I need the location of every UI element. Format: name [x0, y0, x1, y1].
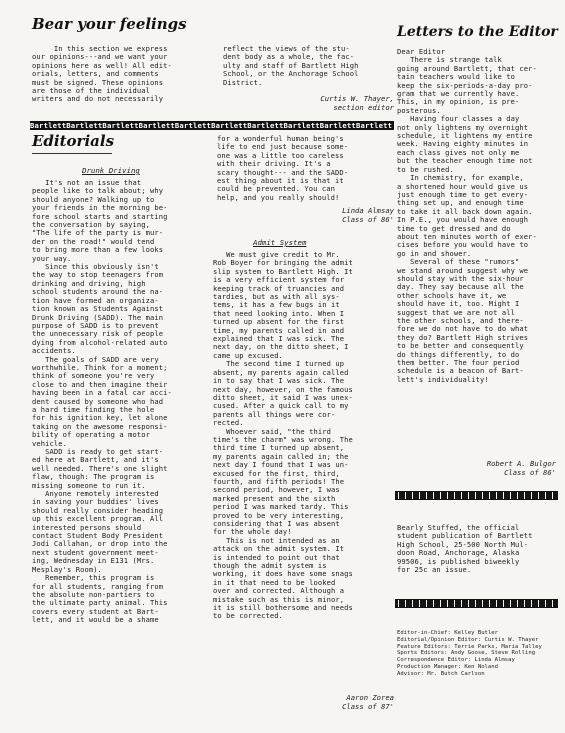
admit-system-heading: Admit System — [253, 238, 307, 247]
drunk-driving-signature: Linda Almsay Class of 86' — [342, 206, 394, 224]
decorative-rule-top — [395, 491, 558, 500]
bartlett-strip: BartlettBartlettBartlettBartlettBartlettBartlettBartlettBartlettBartlettBartlett — [30, 121, 393, 130]
drunk-driving-continued: for a wonderful human being's life to end just because some- one was a little too careless with their driving. It's a scary thought--- and the SADD- est thing about it is that it could be prevented. You can help, and you really should! — [217, 134, 349, 202]
editorials-heading: Editorials — [32, 132, 115, 150]
editorials-underline — [32, 153, 112, 154]
feelings-intro-left: In this section we express our opinions---and we want your opinions here as well! All edit- orials, letters, and comments must be signed. These opinions are those of the individual writers and do not necessarily — [32, 44, 172, 104]
bear-your-feelings-heading: Bear your feelings — [32, 15, 187, 33]
staff-masthead: Editor-in-Chief: Kelley Butler Editorial/Opinion Editor: Curtis W. Thayer Feature Editors: Terrie Parks, Maria Talley Sports Editors: Andy Goose, Steve Rolling Correspondence Editor: Linda Almsay Production Manager: Ken Noland Advisor: Mr. Butch Carlson — [397, 630, 542, 677]
drunk-driving-body: It's not an issue that people like to talk about; why should anyone? Walking up to your friends in the morning be- fore school starts and starting the conversation by saying, "The life of the party is mur- der on the road!" would tend to bring more than a few looks your way. Since this obviously isn't the way to stop teenagers from drinking and driving, high school students around the na- tion have formed an organiza- tion known as Students Against Drunk Driving (SADD). The main purpose of SADD is to prevent the unnecessary risk of people dying from alcohol-related auto accidents. The goals of SADD are very worthwhile. Think for a moment; think of someone you're very close to and then imagine their having been in a fatal car acci- dent caused by someone who had a hard time finding the hole for his ignition key, let alone taking on the awesome responsi- bility of operating a motor vehicle. SADD is ready to get start- ed here at Bartlett, and it's well needed. There's one slight flaw, though: The program is missing someone to run it. Anyone remotely interested in saving your buddies' lives should really consider heading up this excellent program. All interested persons should contact Student Body President Jodi Callahan, or drop into the next student government meet- ing, Wednesday in E131 (Mrs. Mesplay's Room). Remember, this program is for all students, ranging from the absolute non-partiers to the ultimate party animal. This covers every student at Bart- lett, and it would be a shame — [32, 178, 172, 625]
admit-system-body: We must give credit to Mr. Rob Boyer for bringing the admit slip system to Bartlett High. It is a very efficient system for keeping track of truancies and tardies, but as with all sys- tems, it has a few bugs in it that need looking into. When I turned up absent for the first time, my parents called in and explained that I was sick. The next day, on the ditto sheet, I came up excused. The second time I turned up absent, my parents again called in to say that I was sick. The next day, however, on the famous ditto sheet, it said I was unex- cused. After a quick call to my parents all things were cor- rected. Whoever said, "the third time's the charm" was wrong. The third time I turned up absent, my parents again called in; the next day I found that I was un- excused for the first, third, fourth, and fifth periods! The second period, however, I was marked present and the sixth period I was marked tardy. This proved to be very interesting, considering that I was absent for the whole day! This is not intended as an attack on the admit system. It is intended to point out that though the admit system is working, it does have some snags in it that need to be looked over and corrected. Although a mistake such as this is minor, it is still bothersome and needs to be corrected. — [213, 250, 353, 621]
feelings-intro-right: reflect the views of the stu- dent body as a whole, the fac- ulty and staff of Bartlett High School, or the Anchorage School District. — [223, 44, 359, 87]
drunk-driving-heading: Drunk Driving — [82, 166, 140, 175]
section-editor-signature: Curtis W. Thayer, section editor — [320, 94, 394, 112]
publication-info: Bearly Stuffed, the official student publication of Bartlett High School, 25-500 North Mul- doon Road, Anchorage, Alaska 99506, is published biweekly for 25c an issue. — [397, 523, 533, 575]
decorative-rule-bottom — [395, 599, 558, 608]
admit-system-signature: Aaron Zorea Class of 87' — [342, 693, 394, 711]
letters-heading: Letters to the Editor — [397, 24, 558, 40]
letter-signature: Robert A. Bulgor Class of 86' — [486, 459, 556, 477]
letter-body: Dear Editor There is strange talk going around Bartlett, that cer- tain teachers would like to keep the six-periods-a-day pro- gram that we currently have. This, in my opinion, is pre- posterous. Having four classes a day not only lightens my overnight schedule, it lightens my entire week. Having eighty minutes in each class gives not only me but the teacher enough time not to be rushed. In chemistry, for example, a shortened hour would give us just enough time to get every- thing set up, and enough time to take it all back down again. In P.E., you would have enough time to get dressed and do about ten minutes worth of exer- cises before you would have to go in and shower. Several of these "rumors" we stand around suggest why we should stay with the six-hour day. They say because all the other schools have it, we should have it, too. Might I suggest that we are not all the other schools, and there- fore we do not have to do what they do? Bartlett High strives to be better and consequently do things differently, to do them better. The four period schedule is a beacon of Bart- lett's individuality! — [397, 47, 537, 384]
